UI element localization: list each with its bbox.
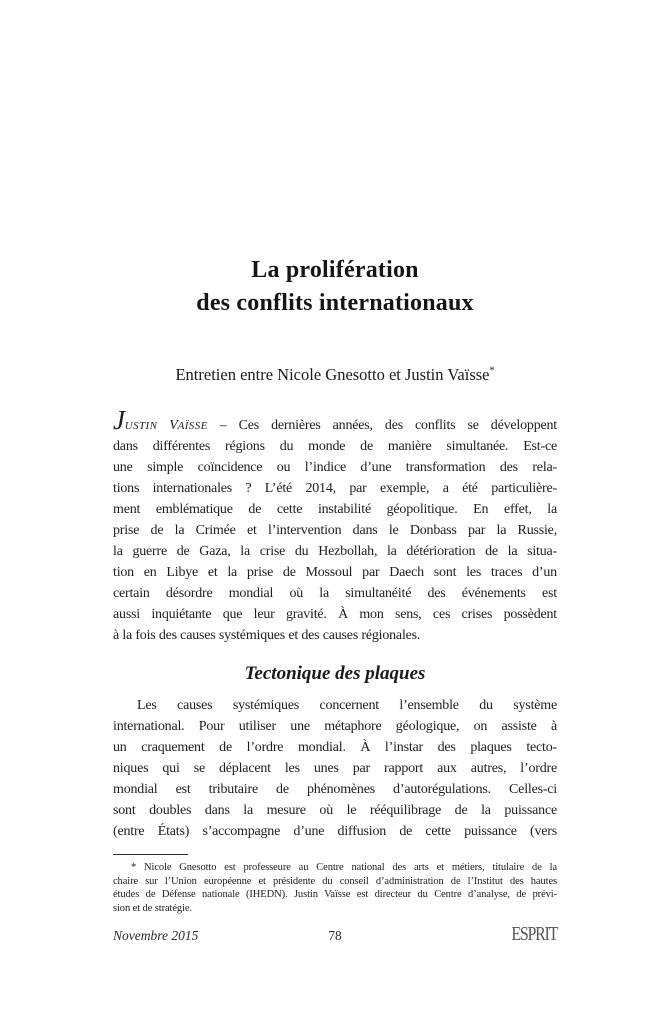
subtitle-text: Entretien entre Nicole Gnesotto et Justin Vaïsse <box>175 365 490 384</box>
paragraph-1-first-line <box>113 405 557 436</box>
paragraph-2-lines <box>113 695 557 842</box>
paragraph-1-line: aussi inquiétante que leur gravité. À mon sens, ces crises possèdent <box>113 607 557 622</box>
paragraph-1-line: certain désordre mondial où la simultanéité des événements est <box>113 586 557 601</box>
paragraph-1-line: tions internationales ? L’été 2014, par exemple, a été particulière- <box>113 481 557 496</box>
footnote-divider <box>113 854 188 855</box>
paragraph-2-line: (entre États) s’accompagne d’une diffusion de cette puissance (vers <box>113 824 557 839</box>
paragraph-1-line: la guerre de Gaza, la crise du Hezbollah, la détérioration de la situa- <box>113 544 557 559</box>
paragraph-1 <box>113 405 557 646</box>
article-title <box>113 0 557 320</box>
paragraph-2-line: sont doubles dans la mesure où le rééquilibrage de la puissance <box>113 803 557 818</box>
footnote-line: chaire sur l’Union européenne et présidente du conseil d’administration de l’Institut des hautes <box>113 875 557 887</box>
footnote-marker: * <box>489 365 495 377</box>
article-title-line1: La prolifération <box>251 257 419 283</box>
article-subtitle <box>113 364 557 386</box>
paragraph-2-line: mondial est tributaire de phénomènes d’autorégulations. Celles-ci <box>113 782 557 797</box>
paragraph-1-line: une simple coïncidence ou l’indice d’une transformation des rela- <box>113 460 557 475</box>
speaker-initial-2: V <box>169 418 178 433</box>
page-footer <box>113 923 557 946</box>
esprit-logo: ESPRIT <box>511 923 557 945</box>
footnote <box>113 861 557 915</box>
page-number: 78 <box>328 928 342 943</box>
article-body <box>113 405 557 842</box>
issue-date: Novembre 2015 <box>113 928 199 943</box>
section-heading: Tectonique des plaques <box>244 663 426 684</box>
footnote-line: études de Défense nationale (IHEDN). Justin Vaïsse est directeur du Centre d’analyse, de prévi- <box>113 889 557 900</box>
paragraph-2-line: international. Pour utiliser une métaphore géologique, on assiste à <box>113 719 557 734</box>
paragraph-1-line: prise de la Crimée et l’intervention dans le Donbass par la Russie, <box>113 523 557 538</box>
speaker-smallcaps-1: USTIN <box>124 420 170 432</box>
footnote-lines <box>113 861 557 915</box>
paragraph-2-line: un craquement de l’ordre mondial. À l’instar des plaques tecto- <box>113 740 557 755</box>
paragraph-1-first-line-text: – Ces dernières années, des conflits se développent <box>207 418 557 433</box>
paragraph-1-line: tion en Libye et la prise de Mossoul par Daech sont les traces d’un <box>113 565 557 580</box>
paragraph-1-line: ment emblématique de cette instabilité géopolitique. En effet, la <box>113 502 557 517</box>
paragraph-1-lines <box>113 436 557 646</box>
article-title-line2: des conflits internationaux <box>196 290 474 316</box>
speaker-initial-1: J <box>113 405 125 435</box>
paragraph-2-line: niques qui se déplacent les unes par rapport aux autres, l’ordre <box>113 761 557 776</box>
paragraph-2-line: Les causes systémiques concernent l’ensemble du système <box>137 698 557 713</box>
footnote-line: sion et de stratégie. <box>113 902 192 914</box>
footnote-line: * Nicole Gnesotto est professeure au Centre national des arts et métiers, titulaire de la <box>131 862 557 873</box>
speaker-name <box>113 405 208 435</box>
paragraph-1-line: dans différentes régions du monde de manière simultanée. Est-ce <box>113 439 557 454</box>
paragraph-1-line: à la fois des causes systémiques et des causes régionales. <box>113 628 421 643</box>
speaker-smallcaps-2: AÏSSE <box>177 420 208 432</box>
paragraph-2 <box>113 695 557 842</box>
